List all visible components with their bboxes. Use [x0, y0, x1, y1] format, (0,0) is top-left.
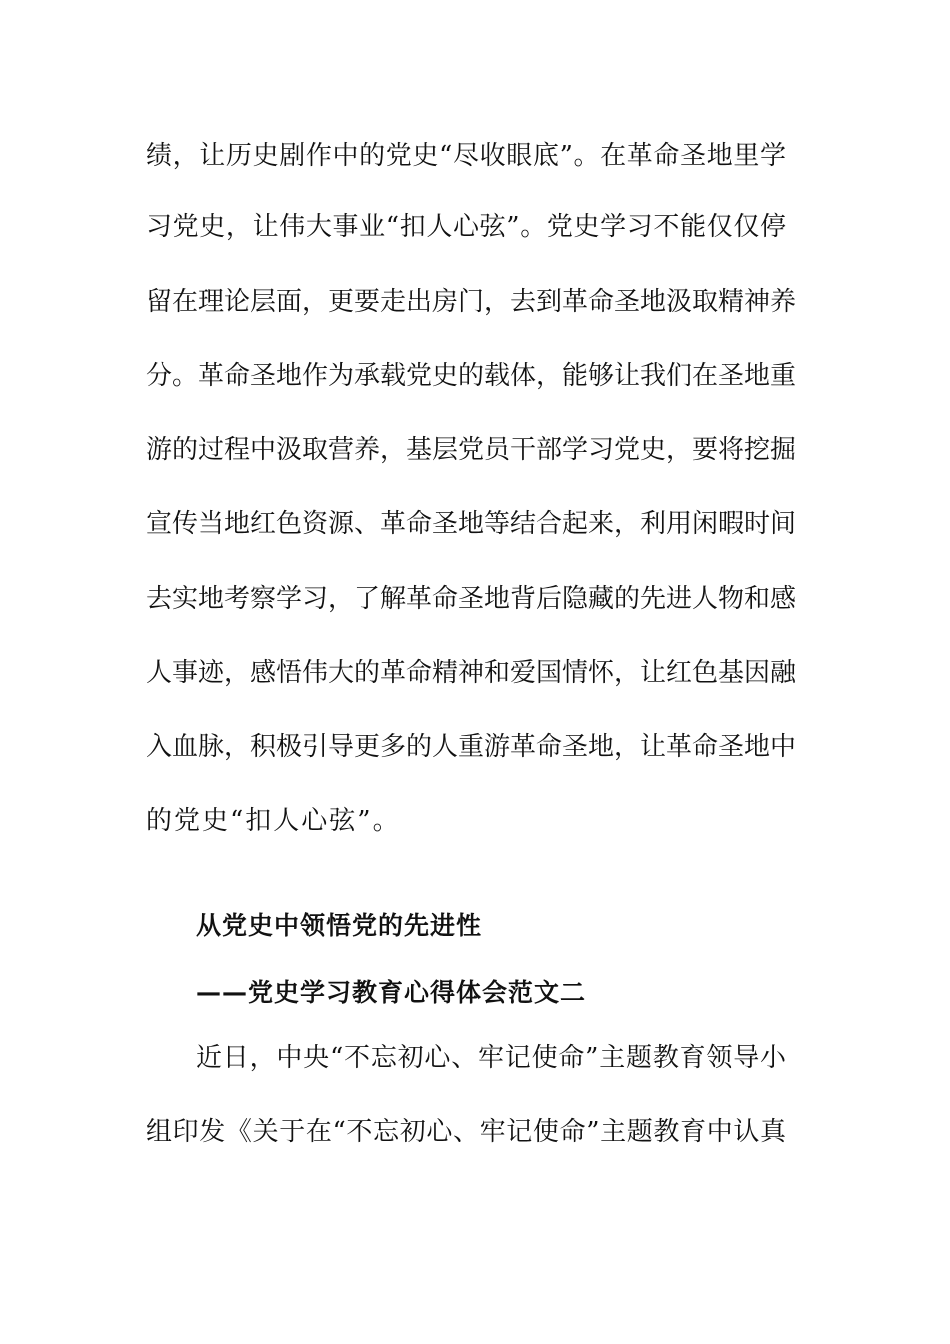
- paragraph-line: 习党史，让伟大事业“扣人心弦”。党史学习不能仅仅停: [146, 212, 786, 242]
- paragraph-line: 分。革命圣地作为承载党史的载体，能够让我们在圣地重: [146, 361, 797, 391]
- paragraph-line: 留在理论层面，更要走出房门，去到革命圣地汲取精神养: [146, 287, 797, 317]
- paragraph-line: 入血脉，积极引导更多的人重游革命圣地，让革命圣地中: [146, 732, 797, 762]
- paragraph-line: 人事迹，感悟伟大的革命精神和爱国情怀，让红色基因融: [146, 658, 797, 688]
- paragraph-line: 近日，中央“不忘初心、牢记使命”主题教育领导小: [196, 1043, 786, 1073]
- paragraph-line: 的党史“扣人心弦”。: [146, 806, 401, 836]
- section-title: 从党史中领悟党的先进性: [196, 911, 483, 940]
- paragraph-line: 去实地考察学习，了解革命圣地背后隐藏的先进人物和感: [146, 584, 797, 614]
- paragraph-line: 游的过程中汲取营养，基层党员干部学习党史，要将挖掘: [146, 435, 797, 465]
- paragraph-line: 组印发《关于在“不忘初心、牢记使命”主题教育中认真: [146, 1117, 786, 1147]
- paragraph-line: 宣传当地红色资源、革命圣地等结合起来，利用闲暇时间: [146, 509, 797, 539]
- section-subtitle: ——党史学习教育心得体会范文二: [196, 978, 587, 1007]
- paragraph-line: 绩，让历史剧作中的党史“尽收眼底”。在革命圣地里学: [146, 141, 786, 171]
